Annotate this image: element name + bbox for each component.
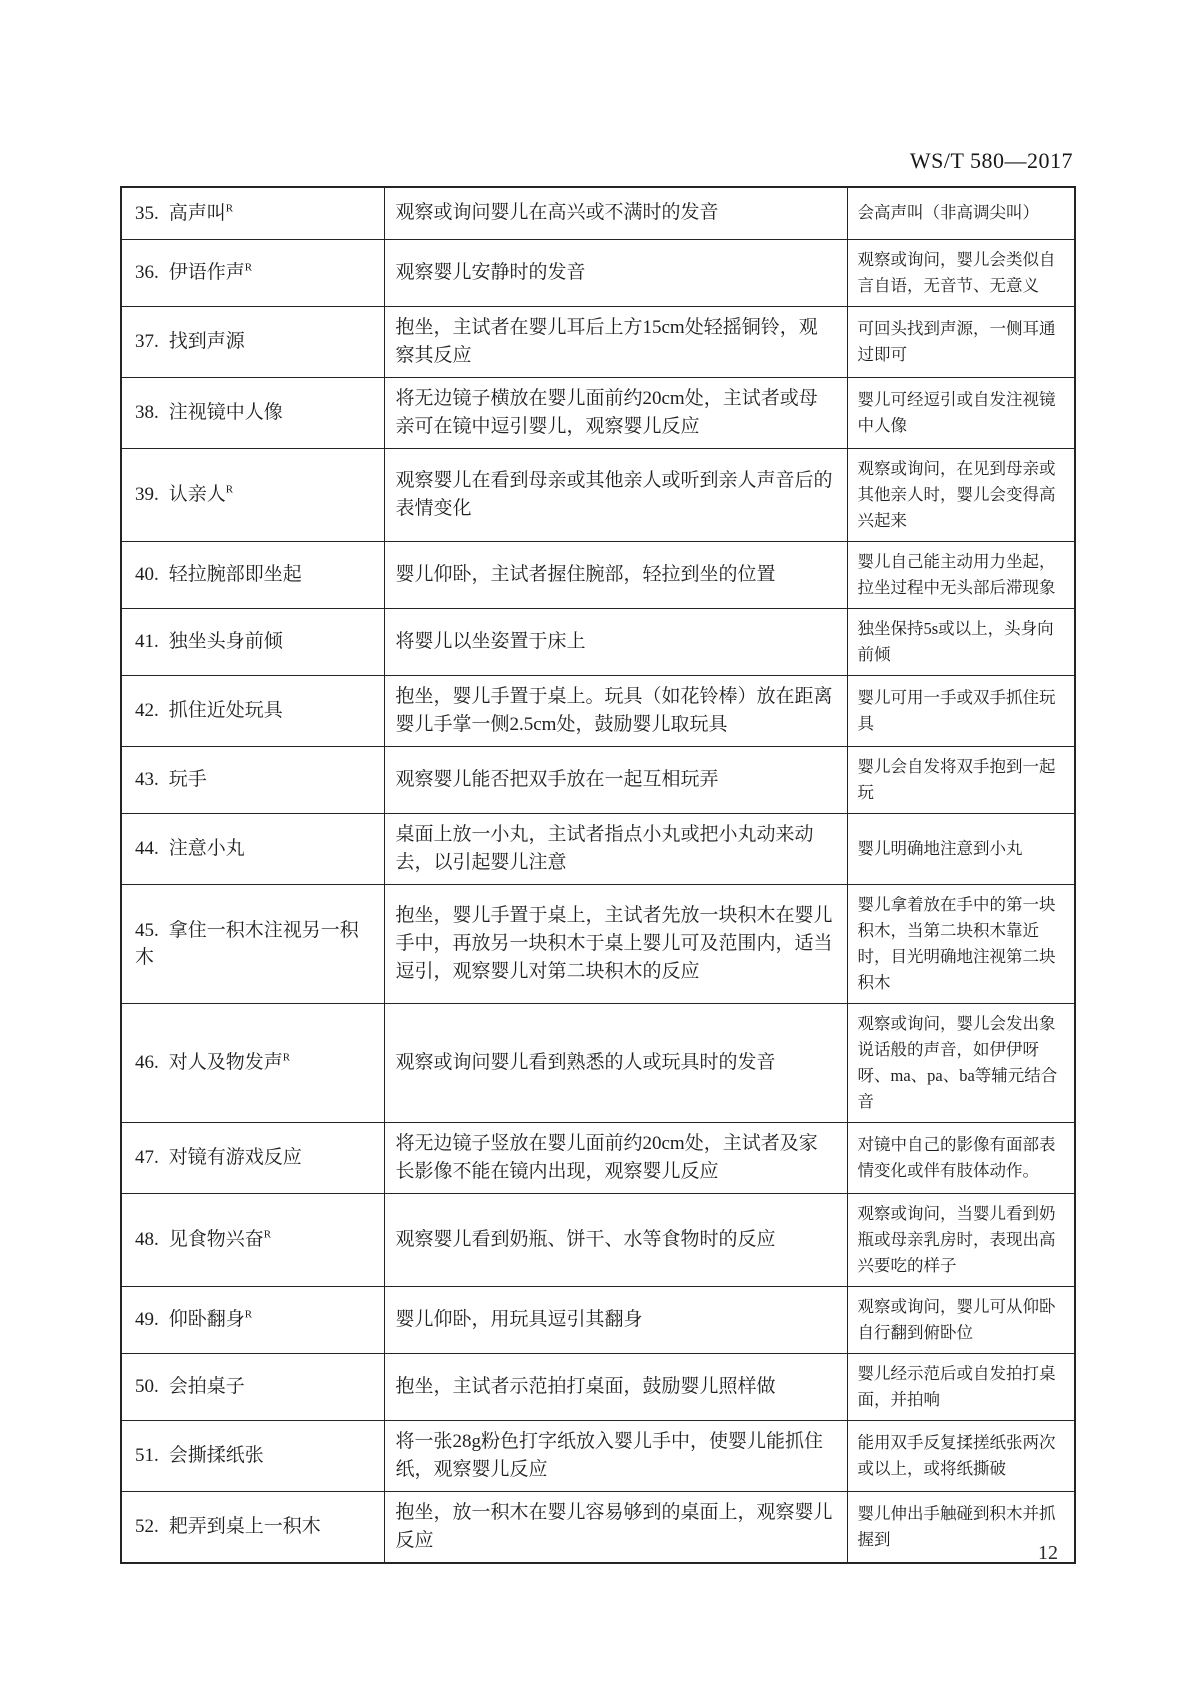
criteria-cell: 独坐保持5s或以上，头身向前倾: [847, 608, 1075, 675]
item-number: 35.: [135, 202, 159, 224]
item-name-cell: [121, 448, 384, 541]
item-number: 39.: [135, 484, 159, 505]
table-row: [121, 239, 1075, 306]
item-name-cell: [121, 1420, 384, 1491]
method-cell: 抱坐，放一积木在婴儿容易够到的桌面上，观察婴儿反应: [384, 1491, 847, 1563]
criteria-cell: 对镜中自己的影像有面部表情变化或伴有肢体动作。: [847, 1122, 1075, 1193]
item-number: 47.: [135, 1147, 159, 1168]
table-row: [121, 306, 1075, 377]
method-cell: 观察婴儿能否把双手放在一起互相玩弄: [384, 746, 847, 813]
item-number: 46.: [135, 1052, 159, 1073]
item-name-cell: [121, 1353, 384, 1420]
item-name-cell: [121, 608, 384, 675]
item-label: 认亲人: [168, 484, 226, 505]
item-number: 36.: [135, 262, 159, 283]
table-row: [121, 187, 1075, 239]
item-label: 会拍桌子: [168, 1376, 245, 1397]
item-name-cell: [121, 306, 384, 377]
table-row: [121, 1193, 1075, 1286]
item-number: 38.: [135, 402, 159, 423]
item-number: 51.: [135, 1445, 159, 1466]
item-label: 仰卧翻身: [168, 1309, 245, 1330]
table-row: [121, 1286, 1075, 1353]
item-name-cell: [121, 884, 384, 1003]
item-name-cell: [121, 675, 384, 746]
criteria-cell: 婴儿可用一手或双手抓住玩具: [847, 675, 1075, 746]
item-label: 注视镜中人像: [168, 402, 283, 423]
method-cell: 观察或询问婴儿在高兴或不满时的发音: [384, 187, 847, 239]
method-cell: 观察婴儿在看到母亲或其他亲人或听到亲人声音后的表情变化: [384, 448, 847, 541]
table-row: [121, 377, 1075, 448]
table-row: [121, 541, 1075, 608]
item-number: 48.: [135, 1229, 159, 1250]
criteria-cell: 婴儿会自发将双手抱到一起玩: [847, 746, 1075, 813]
table-row: [121, 1353, 1075, 1420]
item-label: 抓住近处玩具: [168, 700, 283, 721]
item-number: 43.: [135, 769, 159, 790]
criteria-cell: 婴儿自己能主动用力坐起，拉坐过程中无头部后滞现象: [847, 541, 1075, 608]
method-cell: 婴儿仰卧，主试者握住腕部，轻拉到坐的位置: [384, 541, 847, 608]
method-cell: 观察婴儿安静时的发音: [384, 239, 847, 306]
item-name-cell: [121, 1286, 384, 1353]
item-label: 见食物兴奋: [168, 1229, 264, 1250]
criteria-cell: 婴儿明确地注意到小丸: [847, 813, 1075, 884]
table-row: [121, 884, 1075, 1003]
assessment-table-body: [121, 187, 1075, 1563]
item-number: 44.: [135, 838, 159, 859]
criteria-cell: 可回头找到声源，一侧耳通过即可: [847, 306, 1075, 377]
criteria-cell: 观察或询问，当婴儿看到奶瓶或母亲乳房时，表现出高兴要吃的样子: [847, 1193, 1075, 1286]
table-row: [121, 1003, 1075, 1122]
item-name-cell: [121, 1003, 384, 1122]
item-name-cell: [121, 377, 384, 448]
item-name-cell: [121, 1193, 384, 1286]
method-cell: 将无边镜子横放在婴儿面前约20cm处，主试者或母亲可在镜中逗引婴儿，观察婴儿反应: [384, 377, 847, 448]
item-name-cell: [121, 1491, 384, 1563]
method-cell: 观察婴儿看到奶瓶、饼干、水等食物时的反应: [384, 1193, 847, 1286]
item-label: 轻拉腕部即坐起: [168, 564, 302, 585]
item-name-cell: [121, 746, 384, 813]
item-number: 45.: [135, 919, 159, 941]
item-label: 注意小丸: [168, 838, 245, 859]
item-number: 41.: [135, 631, 159, 652]
method-cell: 将无边镜子竖放在婴儿面前约20cm处，主试者及家长影像不能在镜内出现，观察婴儿反应: [384, 1122, 847, 1193]
table-row: [121, 608, 1075, 675]
item-name-cell: [121, 187, 384, 239]
criteria-cell: 能用双手反复揉搓纸张两次或以上，或将纸撕破: [847, 1420, 1075, 1491]
method-cell: 抱坐，主试者示范拍打桌面，鼓励婴儿照样做: [384, 1353, 847, 1420]
criteria-cell: 婴儿伸出手触碰到积木并抓握到: [847, 1491, 1075, 1563]
item-label: 伊语作声: [168, 262, 245, 283]
criteria-cell: 会高声叫（非高调尖叫）: [847, 187, 1075, 239]
table-row: [121, 675, 1075, 746]
method-cell: 桌面上放一小丸，主试者指点小丸或把小丸动来动去，以引起婴儿注意: [384, 813, 847, 884]
method-cell: 抱坐，婴儿手置于桌上，主试者先放一块积木在婴儿手中，再放另一块积木于桌上婴儿可及范围内，适当逗引，观察婴儿对第二块积木的反应: [384, 884, 847, 1003]
item-number: 40.: [135, 564, 159, 585]
item-label: 玩手: [168, 769, 207, 790]
item-superscript-r: R: [244, 261, 253, 274]
item-number: 49.: [135, 1309, 159, 1330]
criteria-cell: 婴儿经示范后或自发拍打桌面，并拍响: [847, 1353, 1075, 1420]
item-label: 对镜有游戏反应: [168, 1147, 302, 1168]
item-number: 50.: [135, 1376, 159, 1397]
method-cell: 将一张28g粉色打字纸放入婴儿手中，使婴儿能抓住纸，观察婴儿反应: [384, 1420, 847, 1491]
method-cell: 观察或询问婴儿看到熟悉的人或玩具时的发音: [384, 1003, 847, 1122]
item-label: 会撕揉纸张: [168, 1445, 264, 1466]
item-superscript-r: R: [282, 1051, 291, 1064]
table-row: [121, 746, 1075, 813]
item-name-cell: [121, 239, 384, 306]
item-label: 高声叫: [168, 202, 226, 224]
item-number: 42.: [135, 700, 159, 721]
table-row: [121, 1122, 1075, 1193]
assessment-items-table: [120, 186, 1076, 1564]
method-cell: 抱坐，婴儿手置于桌上。玩具（如花铃棒）放在距离婴儿手掌一侧2.5cm处，鼓励婴儿取玩具: [384, 675, 847, 746]
method-cell: 婴儿仰卧，用玩具逗引其翻身: [384, 1286, 847, 1353]
item-superscript-r: R: [225, 483, 234, 496]
item-label: 拿住一积木注视另一积木: [135, 919, 359, 968]
standard-number-header: WS/T 580—2017: [909, 148, 1073, 173]
table-row: [121, 813, 1075, 884]
item-name-cell: [121, 541, 384, 608]
criteria-cell: 观察或询问，在见到母亲或其他亲人时，婴儿会变得高兴起来: [847, 448, 1075, 541]
item-superscript-r: R: [263, 1228, 272, 1241]
item-superscript-r: R: [225, 202, 234, 215]
table-row: [121, 448, 1075, 541]
method-cell: 将婴儿以坐姿置于床上: [384, 608, 847, 675]
item-number: 37.: [135, 331, 159, 352]
item-name-cell: [121, 813, 384, 884]
table-row: [121, 1491, 1075, 1563]
item-label: 独坐头身前倾: [168, 631, 283, 652]
method-cell: 抱坐，主试者在婴儿耳后上方15cm处轻摇铜铃，观察其反应: [384, 306, 847, 377]
criteria-cell: 婴儿可经逗引或自发注视镜中人像: [847, 377, 1075, 448]
item-label: 找到声源: [168, 331, 245, 352]
criteria-cell: 观察或询问，婴儿可从仰卧自行翻到俯卧位: [847, 1286, 1075, 1353]
page-number: 12: [1038, 1542, 1058, 1564]
item-label: 对人及物发声: [168, 1052, 283, 1073]
item-name-cell: [121, 1122, 384, 1193]
table-row: [121, 1420, 1075, 1491]
criteria-cell: 婴儿拿着放在手中的第一块积木，当第二块积木靠近时，目光明确地注视第二块积木: [847, 884, 1075, 1003]
item-superscript-r: R: [244, 1308, 253, 1321]
item-label: 耙弄到桌上一积木: [168, 1516, 321, 1537]
criteria-cell: 观察或询问，婴儿会类似自言自语，无音节、无意义: [847, 239, 1075, 306]
criteria-cell: 观察或询问，婴儿会发出象说话般的声音，如伊伊呀呀、ma、pa、ba等辅元结合音: [847, 1003, 1075, 1122]
item-number: 52.: [135, 1516, 159, 1537]
